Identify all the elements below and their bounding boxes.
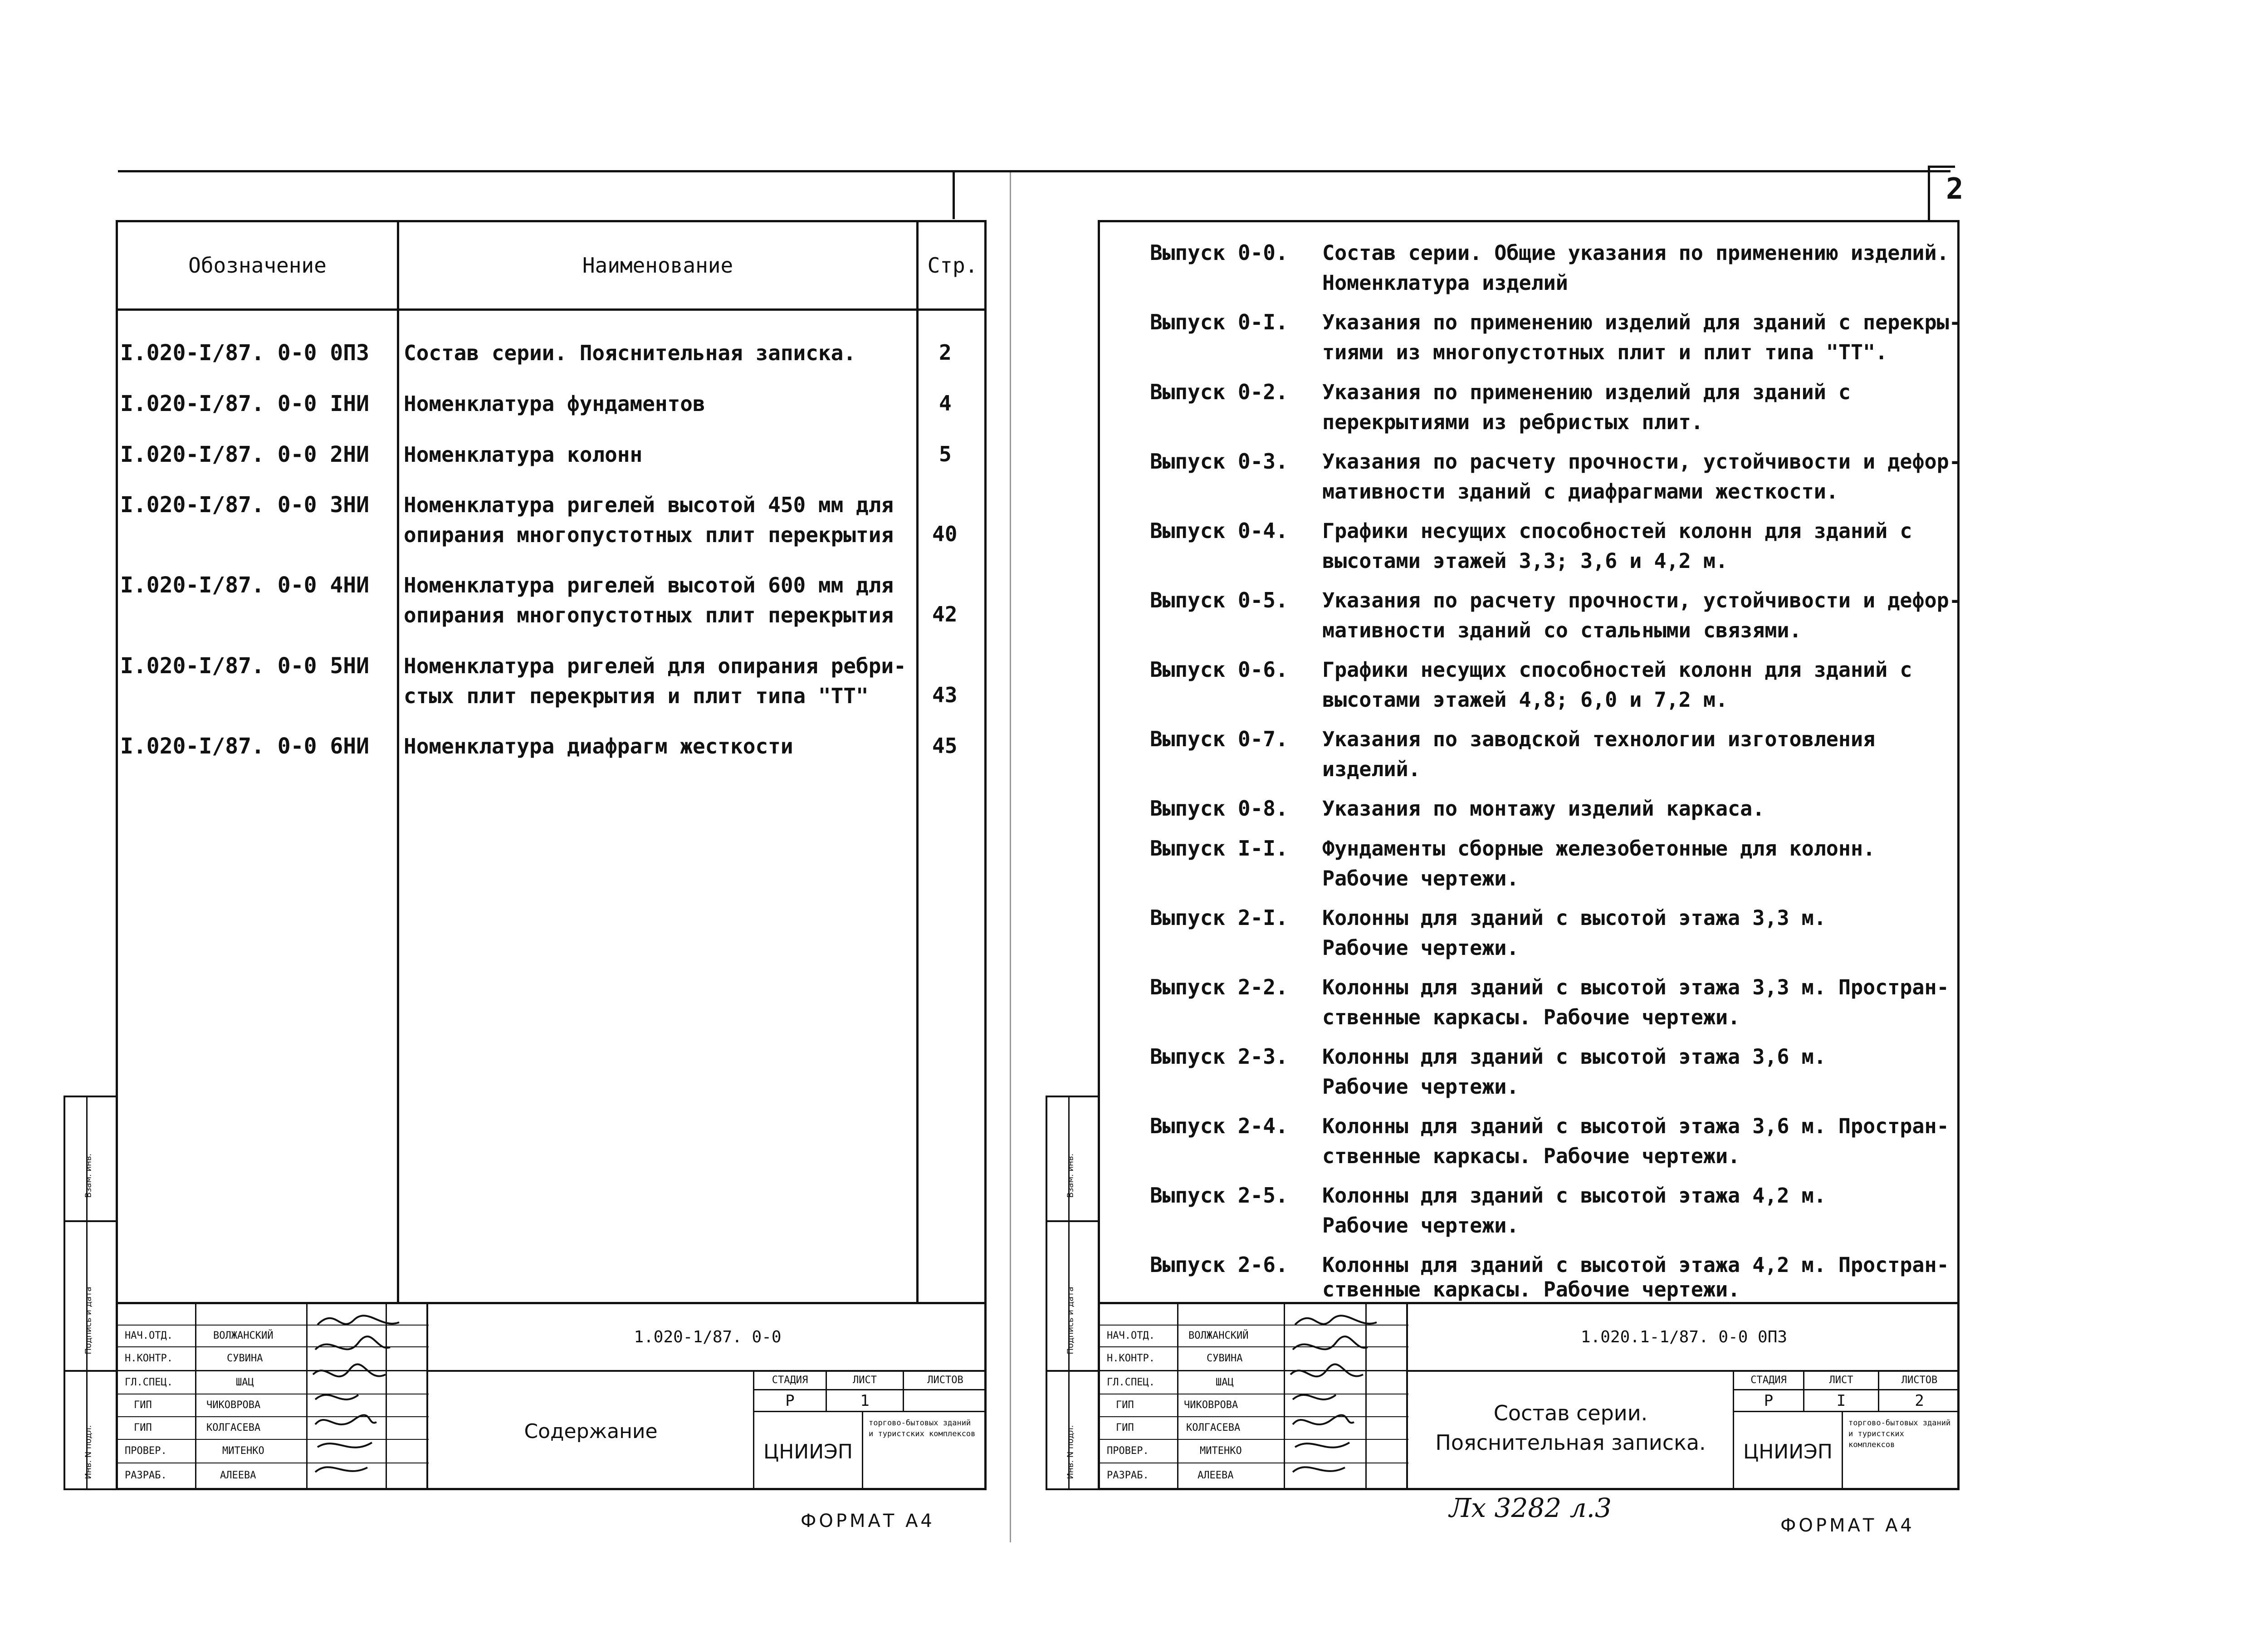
side-label: Взам. инв. <box>1066 1153 1075 1198</box>
row-code: I.020-I/87. 0-0 4НИ <box>120 572 370 598</box>
issue-desc: высотами этажей 4,8; 6,0 и 7,2 м. <box>1322 688 1728 712</box>
stamp-stage-rule-2 <box>753 1411 987 1412</box>
stamp-org-sub: торгово-бытовых зданий и туристских комплексов <box>1848 1419 1951 1449</box>
stamp-doc-code: 1.020.1-1/87. 0-0 0ПЗ <box>1580 1328 1788 1346</box>
issue-desc: Колонны для зданий с высотой этажа 4,2 м. <box>1322 1184 1826 1208</box>
col-header-code: Обозначение <box>188 253 327 278</box>
issue-desc: Рабочие чертежи. <box>1322 1213 1519 1238</box>
row-page: 42 <box>932 602 958 626</box>
stamp-name: ШАЦ <box>1216 1377 1234 1388</box>
issue-desc: перекрытиями из ребристых плит. <box>1322 410 1703 434</box>
stamp-name: ШАЦ <box>236 1377 254 1388</box>
row-name: Номенклатура ригелей высотой 600 мм для <box>404 573 894 597</box>
stamp-org-divider <box>1842 1411 1843 1490</box>
row-page: 2 <box>939 340 952 365</box>
stamp-role: Н.КОНТР. <box>125 1353 173 1364</box>
side-label: Подпись и дата <box>83 1287 93 1355</box>
stamp-sheet: 1 <box>860 1391 870 1410</box>
issue-desc: Колонны для зданий с высотой этажа 3,3 м. Простран- <box>1322 975 1949 999</box>
stamp-sheets-label: ЛИСТОВ <box>1901 1374 1938 1386</box>
side-label: Взам. инв. <box>83 1153 93 1198</box>
stamp-sheets <box>904 1390 987 1411</box>
row-code: I.020-I/87. 0-0 3НИ <box>120 492 370 518</box>
right-side-sep-2 <box>1046 1370 1100 1372</box>
issue-label: Выпуск 2-4. <box>1150 1114 1288 1138</box>
issue-desc: Указания по заводской технологии изготовления <box>1322 727 1876 751</box>
issue-desc: Колонны для зданий с высотой этажа 3,6 м. <box>1322 1045 1826 1069</box>
stamp-sheet: I <box>1836 1391 1846 1410</box>
col-header-name: Наименование <box>582 253 733 278</box>
issue-desc: Колонны для зданий с высотой этажа 3,6 м. Простран- <box>1322 1114 1949 1138</box>
issue-desc: Указания по применению изделий для зданий с перекры- <box>1322 310 1961 334</box>
issue-desc: высотами этажей 3,3; 3,6 и 4,2 м. <box>1322 549 1728 573</box>
stamp-vline-name <box>306 1302 308 1490</box>
side-label: Инв. N подл. <box>1066 1425 1075 1479</box>
row-page: 5 <box>939 442 952 466</box>
side-label: Подпись и дата <box>1066 1287 1075 1355</box>
stamp-name: СУВИНА <box>1207 1353 1243 1364</box>
issue-desc: Рабочие чертежи. <box>1322 936 1519 960</box>
stamp-sheets-label: ЛИСТОВ <box>927 1374 963 1386</box>
stamp-name: АЛЕЕВА <box>1198 1470 1234 1481</box>
stamp-stage-rule-2 <box>1733 1411 1960 1412</box>
row-name: Номенклатура колонн <box>404 442 643 467</box>
side-label: Инв. N подл. <box>83 1425 93 1479</box>
issue-desc: Указания по расчету прочности, устойчивости и дефор- <box>1322 588 1961 612</box>
row-code: I.020-I/87. 0-0 5НИ <box>120 653 370 679</box>
issue-label: Выпуск I-I. <box>1150 836 1288 861</box>
row-page: 43 <box>932 683 958 707</box>
issue-desc: Графики несущих способностей колонн для зданий с <box>1322 519 1912 543</box>
issue-label: Выпуск 0-4. <box>1150 519 1288 543</box>
stamp-role: ГЛ.СПЕЦ. <box>125 1377 173 1388</box>
row-code: I.020-I/87. 0-0 2НИ <box>120 442 370 467</box>
issue-label: Выпуск 2-2. <box>1150 975 1288 999</box>
row-name: Номенклатура диафрагм жесткости <box>404 734 793 758</box>
stamp-role: НАЧ.ОТД. <box>1107 1330 1155 1341</box>
row-name: опирания многопустотных плит перекрытия <box>404 603 894 627</box>
left-col-divider-2 <box>916 220 919 1302</box>
issue-desc: Колонны для зданий с высотой этажа 3,3 м. <box>1322 906 1826 930</box>
stamp-sheet-label: ЛИСТ <box>853 1374 877 1386</box>
issue-desc: ственные каркасы. Рабочие чертежи. <box>1322 1005 1740 1029</box>
stamp-vline-name <box>1284 1302 1285 1490</box>
issue-label: Выпуск 0-6. <box>1150 657 1288 682</box>
sheet-number-box-left <box>1928 166 1930 220</box>
left-header-rule <box>116 308 987 311</box>
left-side-sep-2 <box>64 1370 118 1372</box>
stamp-role: Н.КОНТР. <box>1107 1353 1155 1364</box>
issue-label: Выпуск 2-5. <box>1150 1183 1288 1208</box>
stamp-title: Содержание <box>524 1419 658 1443</box>
issue-desc: Указания по монтажу изделий каркаса. <box>1322 797 1765 821</box>
center-divider <box>1010 172 1011 1542</box>
left-col-divider-1 <box>397 220 399 1302</box>
stamp-name: МИТЕНКО <box>222 1445 264 1457</box>
stamp-vline-role <box>195 1302 196 1490</box>
stamp-name: АЛЕЕВА <box>220 1470 256 1481</box>
row-name: стых плит перекрытия и плит типа "ТТ" <box>404 684 869 708</box>
stamp-org-sub: торгово-бытовых зданий и туристских комплексов <box>869 1419 976 1438</box>
stamp-role: ГИП <box>1116 1399 1134 1411</box>
stamp-org: ЦНИИЭП <box>763 1440 853 1463</box>
stamp-vline-role <box>1177 1302 1178 1490</box>
stamp-name: ЧИКОВРОВА <box>206 1399 261 1411</box>
row-code: I.020-I/87. 0-0 0ПЗ <box>120 340 370 366</box>
stamp-name: МИТЕНКО <box>1200 1445 1242 1457</box>
issue-desc: Номенклатура изделий <box>1322 271 1568 295</box>
issue-desc: мативности зданий с диафрагмами жесткости. <box>1322 479 1838 504</box>
row-page: 45 <box>932 734 958 758</box>
format-label: ФОРМАТ А4 <box>1780 1515 1915 1536</box>
stamp-role: РАЗРАБ. <box>125 1470 167 1481</box>
handwritten-note: Лх 3282 л.3 <box>1449 1492 1612 1523</box>
right-side-sep-1 <box>1046 1220 1100 1222</box>
issue-label: Выпуск 2-3. <box>1150 1044 1288 1069</box>
stamp-name: КОЛГАСЕВА <box>206 1422 261 1433</box>
stamp-vline-date <box>1406 1302 1408 1490</box>
issue-desc: тиями из многопустотных плит и плит типа "ТТ". <box>1322 340 1888 364</box>
stamp-role: ГИП <box>134 1422 152 1433</box>
issue-label: Выпуск 0-2. <box>1150 380 1288 404</box>
stamp-title-line: Пояснительная записка. <box>1435 1430 1706 1455</box>
issue-desc: Указания по расчету прочности, устойчивости и дефор- <box>1322 450 1961 474</box>
col-header-page: Стр. <box>927 253 978 278</box>
stamp-sheets: 2 <box>1915 1391 1924 1410</box>
stamp-stage-label: СТАДИЯ <box>1750 1374 1787 1386</box>
row-name: Номенклатура фундаментов <box>404 391 705 416</box>
issue-label: Выпуск 0-5. <box>1150 588 1288 612</box>
issue-desc: мативности зданий со стальными связями. <box>1322 618 1802 642</box>
left-side-sep-1 <box>64 1220 118 1222</box>
stamp-role: ГИП <box>134 1399 152 1411</box>
stamp-vline-date <box>426 1302 428 1490</box>
stamp-name: ВОЛЖАНСКИЙ <box>1188 1330 1249 1341</box>
top-tick-left <box>953 171 955 219</box>
row-page: 4 <box>939 391 952 416</box>
format-label: ФОРМАТ А4 <box>801 1511 935 1531</box>
issue-label: Выпуск 0-0. <box>1150 240 1288 265</box>
row-page: 40 <box>932 522 958 546</box>
stamp-role: ГИП <box>1116 1422 1134 1433</box>
issue-label: Выпуск 0-I. <box>1150 310 1288 334</box>
stamp-name: ЧИКОВРОВА <box>1184 1399 1238 1411</box>
sheet-number: 2 <box>1946 172 1964 206</box>
stamp-role: НАЧ.ОТД. <box>125 1330 173 1341</box>
issue-desc: ственные каркасы. Рабочие чертежи. <box>1322 1144 1740 1168</box>
stamp-role: ПРОВЕР. <box>125 1445 167 1457</box>
row-name: Состав серии. Пояснительная записка. <box>404 341 856 365</box>
row-name: Номенклатура ригелей высотой 450 мм для <box>404 493 894 517</box>
stamp-stage: Р <box>785 1391 795 1410</box>
stamp-sheet-label: ЛИСТ <box>1829 1374 1853 1386</box>
issue-desc: Состав серии. Общие указания по применению изделий. <box>1322 241 1949 265</box>
row-name: опирания многопустотных плит перекрытия <box>404 523 894 547</box>
stamp-stage: Р <box>1764 1391 1774 1410</box>
stamp-name: СУВИНА <box>227 1353 263 1364</box>
stamp-doc-code: 1.020-1/87. 0-0 <box>634 1328 782 1346</box>
issue-desc: Колонны для зданий с высотой этажа 4,2 м. Простран- <box>1322 1253 1949 1277</box>
stamp-name: ВОЛЖАНСКИЙ <box>213 1330 274 1341</box>
issue-label: Выпуск 2-I. <box>1150 905 1288 930</box>
stamp-stage-label: СТАДИЯ <box>772 1374 808 1386</box>
issue-desc: ственные каркасы. Рабочие чертежи. <box>1322 1277 1740 1301</box>
row-code: I.020-I/87. 0-0 6НИ <box>120 734 370 759</box>
issue-desc: Графики несущих способностей колонн для зданий с <box>1322 658 1912 682</box>
stamp-role: ПРОВЕР. <box>1107 1445 1149 1457</box>
row-name: Номенклатура ригелей для опирания ребри- <box>404 654 906 678</box>
top-rule-right <box>1928 166 1955 168</box>
stamp-role: РАЗРАБ. <box>1107 1470 1149 1481</box>
stamp-org-divider <box>862 1411 863 1490</box>
signatures <box>308 1306 426 1488</box>
signatures <box>1286 1306 1404 1488</box>
issue-desc: Фундаменты сборные железобетонные для колонн. <box>1322 837 1876 861</box>
stamp-role: ГЛ.СПЕЦ. <box>1107 1377 1155 1388</box>
issue-desc: Указания по применению изделий для зданий с <box>1322 380 1851 404</box>
stamp-name: КОЛГАСЕВА <box>1186 1422 1241 1433</box>
issue-desc: изделий. <box>1322 757 1421 781</box>
row-code: I.020-I/87. 0-0 IНИ <box>120 391 370 416</box>
stamp-org: ЦНИИЭП <box>1743 1440 1833 1463</box>
issue-label: Выпуск 0-7. <box>1150 727 1288 751</box>
issue-label: Выпуск 0-3. <box>1150 449 1288 474</box>
issue-label: Выпуск 2-6. <box>1150 1252 1288 1277</box>
issue-label: Выпуск 0-8. <box>1150 796 1288 821</box>
issue-desc: Рабочие чертежи. <box>1322 866 1519 890</box>
top-rule <box>118 170 1950 172</box>
issue-desc: Рабочие чертежи. <box>1322 1075 1519 1099</box>
stamp-title-line: Состав серии. <box>1493 1401 1648 1425</box>
